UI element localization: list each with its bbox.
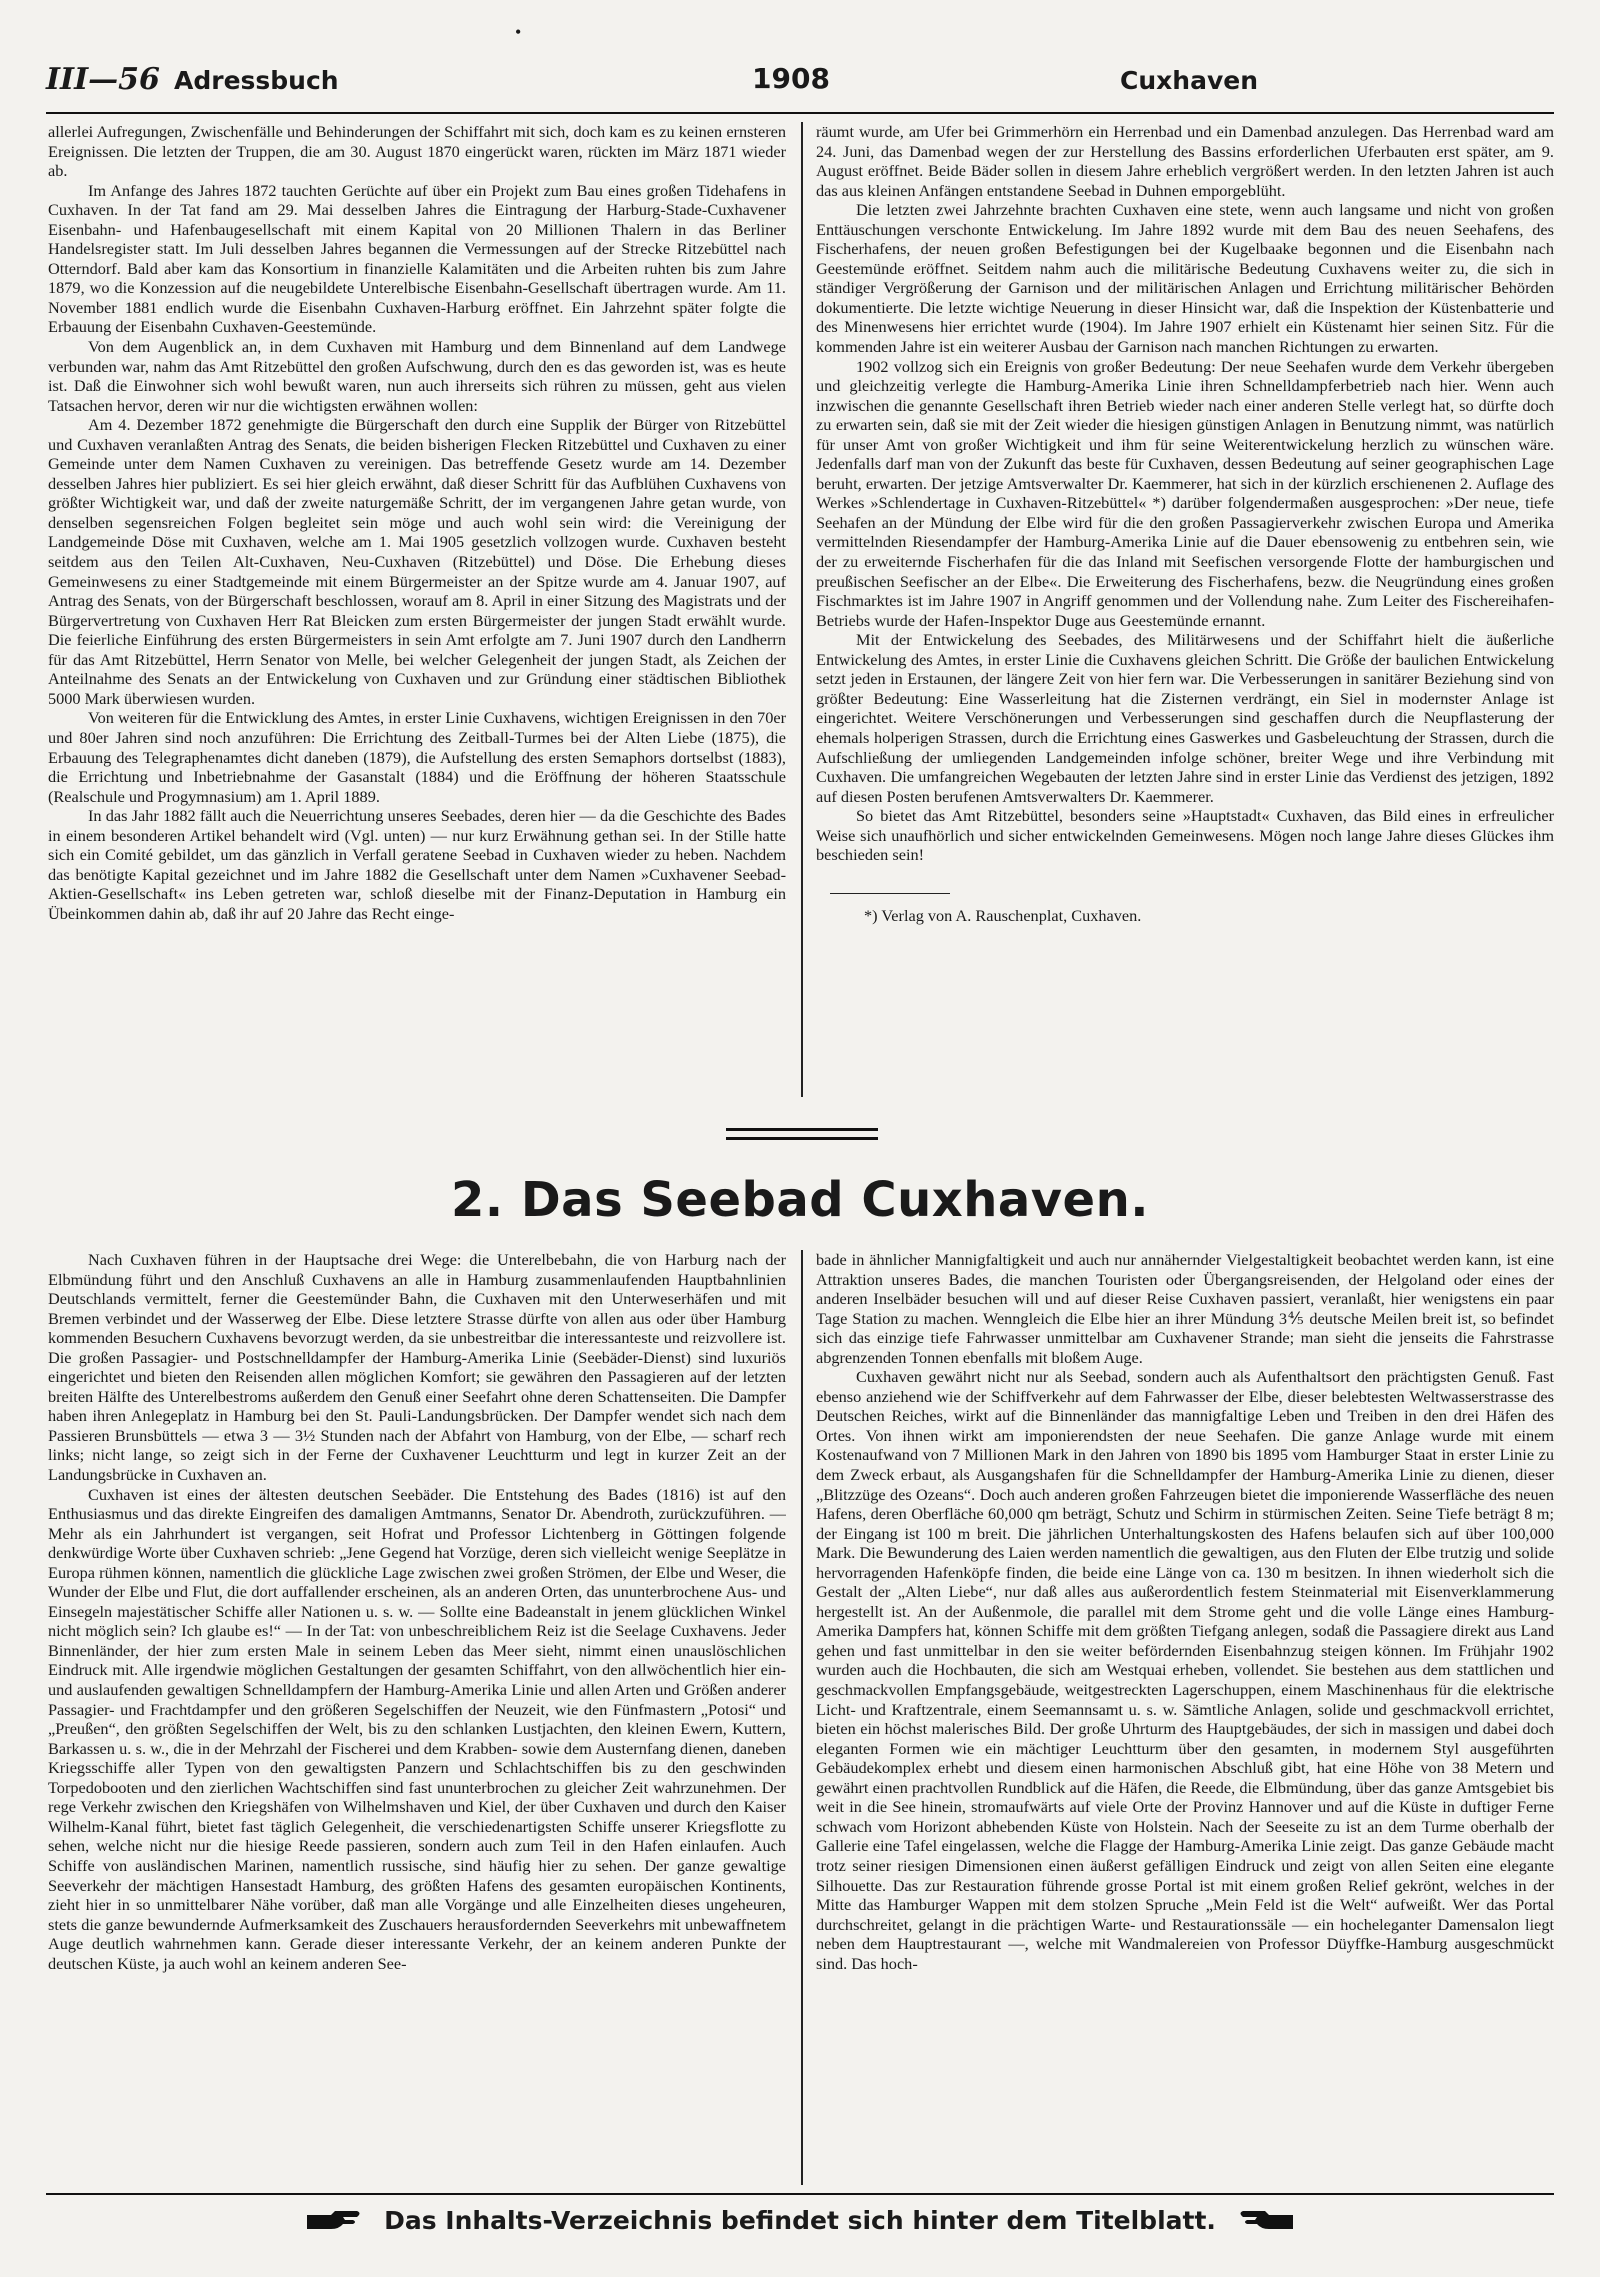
paragraph: Von dem Augenblick an, in dem Cuxhaven mit Hamburg und dem Binnenland auf dem Landwege verbunden war, nahm das Amt Ritzebüttel den großen Aufschwung, durch den es das geworden ist, was es heute ist. Daß die Einwohner sich wohl bewußt waren, nun auch ihrerseits sich rühren zu müssen, geht aus vielen Tatsachen hervor, deren wir nur die wichtigsten erwähnen wollen:: [48, 337, 786, 415]
section-separator: [726, 1137, 878, 1140]
paragraph: Die letzten zwei Jahrzehnte brachten Cuxhaven eine stete, wenn auch langsame und nicht von großen Enttäuschungen verschonte Entwickelung. Im Jahre 1892 wurde mit dem Bau des neuen Seehafens, des Fischerhafens, der neuen großen Befestigungen bei der Kugelbaake begonnen und die Eisenbahn nach Geestemünde eröffnet. Seitdem nahm auch die militärische Bedeutung Cuxhavens weiter zu, die sich in ständiger Vergrößerung der Garnison und der militärischen Anlagen und Errichtung militärischer Behörden dokumentierte. Die letzte wichtige Neuerung in dieser Hinsicht war, daß die Inspektion der Küstenbatterie und des Minenwesens hier errichtet wurde (1904). Im Jahre 1907 erhielt ein Küstenamt hier seinen Sitz. Für die kommenden Jahre ist ein weiterer Ausbau der Garnison nach manchen Richtungen zu erwarten.: [816, 200, 1554, 357]
footnote-rule: [830, 893, 950, 894]
seebad-article: [48, 1250, 1554, 2185]
footnote: *) Verlag von A. Rauschenplat, Cuxhaven.: [864, 905, 1142, 925]
paragraph: Mit der Entwickelung des Seebades, des Militärwesens und der Schiffahrt hielt die äußerliche Entwickelung des Amtes, in erster Linie die Cuxhavens gleichen Schritt. Die Größe der baulichen Entwickelung setzt jeden in Erstaunen, der längere Zeit von hier fern war. Die Verbesserungen in sanitärer Beziehung sind von größter Bedeutung: Eine Wasserleitung hat die Zisternen verdrängt, ein Siel in modernster Anlage ist eingerichtet. Weitere Verschönerungen und Verbesserungen sind geschaffen durch die Neupflasterung der ehemals holperigen Strassen, durch die Errichtung eines Gaswerkes und Gasbeleuchtung der Strassen, durch die Aufschließung der umliegenden Landgemeinden infolge schöner, breiter Wege und ihre Verbindung mit Cuxhaven. Die umfangreichen Wegebauten der letzten Jahre sind in erster Linie das Verdienst des jetzigen, 1892 auf diesen Posten berufenen Amtsverwalters Dr. Kaemmerer.: [816, 630, 1554, 806]
print-dot: •: [515, 22, 522, 42]
top-right-column: [816, 122, 1554, 1097]
column-divider: [801, 122, 803, 1097]
top-left-column: [48, 122, 786, 1097]
column-divider: [801, 1250, 803, 2185]
page-header: [46, 62, 1554, 114]
paragraph: 1902 vollzog sich ein Ereignis von großer Bedeutung: Der neue Seehafen wurde dem Verkehr übergeben und gleichzeitig verlegte die Hamburg-Amerika Linie ihren Schnelldampferbetrieb nach hier. Wenn auch inzwischen die genannte Gesellschaft ihren Betrieb wieder nach einer anderen Stelle verlegt hat, so dürfte doch zu erwarten sein, daß sie mit der Zeit wieder die hiesigen günstigen Anlagen in Benutzung nimmt, was natürlich für unser Amt von großer Wichtigkeit und ihm für seine Weiterentwickelung herzlich zu wünschen wäre. Jedenfalls darf man von der Zukunft das beste für Cuxhaven, dessen Bedeutung auf seiner geographischen Lage beruht, erwarten. Der jetzige Amtsverwalter Dr. Kaemmerer, hat sich in der kürzlich erschienenen 2. Auflage des Werkes »Schlendertage in Cuxhaven-Ritzebüttel« *) darüber folgendermaßen ausgesprochen: »Der neue, tiefe Seehafen an der Mündung der Elbe wird für die den großen Passagierverkehr zwischen Europa und Amerika vermittelnden Riesendampfer der Hamburg-Amerika Linie auf die Dauer ebensowenig zu entbehren sein, wie der zu erweiternde Fischerhafen für die das Inland mit Seefischen versorgende Flotte der hamburgischen und preußischen Seefischer an der Elbe«. Die Erweiterung des Fischerhafens, bezw. die Neugründung eines großen Fischmarktes ist im Jahre 1907 in Angriff genommen und der Vollendung nahe. Zum Leiter des Fischereihafen-Betriebs wurde der Hafen-Inspektor Duge aus Geestemünde ernannt.: [816, 356, 1554, 630]
header-book-title: Adressbuch: [174, 66, 339, 95]
paragraph: Cuxhaven ist eines der ältesten deutschen Seebäder. Die Entstehung des Bades (1816) ist auf den Enthusiasmus und das direkte Eingreifen des damaligen Amtmanns, Senator Dr. Abendroth, zurückzuführen. — Mehr als ein Jahrhundert ist vergangen, seit Hofrat und Professor Lichtenberg in Göttingen folgende denkwürdige Worte über Cuxhaven schrieb: „Jene Gegend hat Vorzüge, deren sich vielleicht wenige Seeplätze in Europa rühmen können, namentlich die glückliche Lage zwischen zwei großen Strömen, der Elbe und Weser, die Wunder der Elbe und Flut, die dort auffallender erscheinen, als an anderen Orten, das ununterbrochene Aus- und Einsegeln majestätischer Schiffe aller Nationen u. s. w. — Sollte eine Badeanstalt in jenem glücklichen Winkel nicht möglich sein? Ich glaube es!“ — In der Tat: von unbeschreiblichem Reiz ist die Seelage Cuxhavens. Jeder Binnenländer, der hier zum ersten Male in seinem Leben das Meer sieht, nimmt einen unauslöschlichen Eindruck mit. Alle irgendwie möglichen Gestaltungen der gesamten Schiffahrt, von den allwöchentlich hier ein- und auslaufenden gewaltigen Schnelldampfern der Hamburg-Amerika Linie und allen Arten und Größen anderer Passagier- und Frachtdampfer und den größeren Segelschiffen der Neuzeit, wie den Fünfmastern „Potosi“ und „Preußen“, den größten Segelschiffen der Welt, bis zu den schlanken Lustjachten, den kleinen Ewern, Kuttern, Barkassen u. s. w., die in der Mehrzahl der Fischerei und dem Krabben- sowie dem Austernfang dienen, daneben Kriegsschiffe aller Typen von den gewaltigsten Panzern und Schlachtschiffen bis zu den geschwinden Torpedobooten und den zierlichen Wachtschiffen sind fast ununterbrochen zu gleicher Zeit wahrzunehmen. Der rege Verkehr zwischen den Kriegshäfen von Wilhelmshaven und Kiel, der über Cuxhaven und durch den Kaiser Wilhelm-Kanal führt, bietet fast täglich Gelegenheit, die verschiedenartigsten Schiffe unserer Kriegsflotte zu sehen, welche nicht nur die hiesige Reede passieren, sondern auch zum Teil in den Hafen einlaufen. Auch Schiffe von ausländischen Marinen, namentlich russische, sind häufig hier zu sehen. Der ganze gewaltige Seeverkehr der mächtigen Hansestadt Hamburg, des größten Hafens des gesamten europäischen Kontinents, zieht hier in so unmittelbarer Nähe vorüber, daß man alle Vorgänge und alle Einzelheiten dieses ungeheuren, stets die ganze bewundernde Aufmerksamkeit des Zuschauers herausfordernden Seeverkehrs mit unbewaffnetem Auge deutlich wahrnehmen kann. Gerade dieser interessante Verkehr, der an keinem anderen Punkte der deutschen Küste, ja auch wohl an keinem anderen See-: [48, 1484, 786, 1973]
header-year: 1908: [752, 62, 830, 95]
paragraph: allerlei Aufregungen, Zwischenfälle und Behinderungen der Schiffahrt mit sich, doch kam es zu keinen ernsteren Ereignissen. Die letzten der Truppen, die am 30. August 1870 eingerückt waren, rückten im März 1871 wieder ab.: [48, 122, 786, 181]
paragraph: Von weiteren für die Entwicklung des Amtes, in erster Linie Cuxhavens, wichtigen Ereignissen in den 70er und 80er Jahren sind noch anzuführen: Die Errichtung des Zeitball-Turmes bei der Alten Liebe (1875), die Erbauung des Telegraphenamtes dicht daneben (1879), die Aufstellung des ersten Semaphors dortselbst (1883), die Errichtung und Inbetriebnahme der Gasanstalt (1884) und die Eröffnung der höheren Staatsschule (Realschule und Progymnasium) am 1. April 1889.: [48, 708, 786, 806]
footer-rule: [46, 2193, 1554, 2195]
pointing-hand-left-icon: [1237, 2208, 1295, 2237]
paragraph: räumt wurde, am Ufer bei Grimmerhörn ein Herrenbad und ein Damenbad anzulegen. Das Herrenbad ward am 24. Juni, das Damenbad wegen der zur Herstellung des Bassins erforderlichen Uferbauten erst später, am 9. August eröffnet. Beide Bäder sollen in diesem Jahre erheblich vergrößert werden. In den letzten Jahren ist auch das aus kleinen Anfängen entstandene Seebad in Duhnen emporgeblüht.: [816, 122, 1554, 200]
paragraph: In das Jahr 1882 fällt auch die Neuerrichtung unseres Seebades, deren hier — da die Geschichte des Bades in einem besonderen Artikel behandelt wird (Vgl. unten) — nur kurz Erwähnung gethan sei. In der Stille hatte sich ein Comité gebildet, um das gänzlich in Verfall geratene Seebad in Cuxhaven wieder zu heben. Nachdem das benötigte Kapital gezeichnet und im Jahre 1882 die Gesellschaft unter dem Namen »Cuxhavener Seebad-Aktien-Gesellschaft« ins Leben getreten war, schloß dieselbe mit der Finanz-Deputation in Hamburg ein Übeinkommen dahin ab, daß ihr auf 20 Jahre das Recht einge-: [48, 806, 786, 923]
paragraph: Im Anfange des Jahres 1872 tauchten Gerüchte auf über ein Projekt zum Bau eines großen Tidehafens in Cuxhaven. In der Tat fand am 29. Mai desselben Jahres die Eintragung der Harburg-Stade-Cuxhavener Eisenbahn- und Hafenbaugesellschaft mit einem Kapital von 20 Millionen Thalern in das Berliner Handelsregister statt. Im Juli desselben Jahres begannen die Vermessungen auf der Strecke Ritzebüttel nach Otterndorf. Bald aber kam das Konsortium in finanzielle Kalamitäten und die Arbeiten ruhten bis zum Jahre 1879, wo die Konzession auf die neugebildete Unterelbische Eisenbahn-Gesellschaft übertragen wurde. Am 11. November 1881 endlich wurde die Eisenbahn Cuxhaven-Harburg eröffnet. Ein Jahrzehnt später folgte die Erbauung der Eisenbahn Cuxhaven-Geestemünde.: [48, 180, 786, 337]
header-city: Cuxhaven: [1120, 66, 1258, 95]
paragraph: So bietet das Amt Ritzebüttel, besonders seine »Hauptstadt« Cuxhaven, das Bild eines in erfreulicher Weise sich unaufhörlich und sicher entwickelnden Gemeinwesens. Mögen noch lange Jahre dieses Glückes ihm beschieden sein!: [816, 806, 1554, 865]
paragraph: Nach Cuxhaven führen in der Hauptsache drei Wege: die Unterelbebahn, die von Harburg nach der Elbmündung führt und den Anschluß Cuxhavens an alle in Hamburg zusammenlaufenden Hauptbahnlinien Deutschlands vermittelt, ferner die Geestemünder Bahn, die Cuxhaven mit den Unterweserhäfen und mit Bremen verbindet und der Wasserweg der Elbe. Diese letztere Strasse dürfte von allen aus oder über Hamburg kommenden Besuchern Cuxhavens bevorzugt werden, da sie unbestreitbar die interessanteste und reizvollere ist. Die großen Passagier- und Postschnelldampfer der Hamburg-Amerika Linie (Seebäder-Dienst) sind luxuriös eingerichtet und bieten den Reisenden allen möglichen Komfort; sie gewähren den Passagieren auf der letzten breiten Hälfte des Unterelbestroms außerdem den Genuß einer Seefahrt ohne deren Schattenseiten. Die Dampfer haben ihren Anlegeplatz in Hamburg bei den St. Pauli-Landungsbrücken. Der Dampfer wendet sich nach dem Passieren Brunsbüttels — etwa 3 — 3½ Stunden nach der Abfahrt von Hamburg, von der Elbe, — scharf rech links; nicht lange, so zeigt sich in der Ferne der Cuxhavener Leuchtturm und legt in kurzer Zeit an der Landungsbrücke in Cuxhaven an.: [48, 1250, 786, 1485]
bottom-left-column: [48, 1250, 786, 2185]
top-article: [48, 122, 1554, 1097]
header-rule: [46, 112, 1554, 114]
footer-note: [0, 2206, 1600, 2237]
footer-note-text: Das Inhalts-Verzeichnis befindet sich hinter dem Titelblatt.: [384, 2206, 1216, 2235]
paragraph: Cuxhaven gewährt nicht nur als Seebad, sondern auch als Aufenthaltsort den prächtigsten Genuß. Fast ebenso anziehend wie der Schiffverkehr auf dem Fahrwasser der Elbe, dieser belebtesten Weltwasserstrasse des Deutschen Reiches, wirkt auf die Binnenländer das mannigfaltige Leben und Treiben in den drei Häfen des Ortes. Von ihnen wirkt am imponierendsten der neue Seehafen. Die ganze Anlage wurde mit einem Kostenaufwand von 7 Millionen Mark in den Jahren von 1890 bis 1895 vom Hamburger Staat in erster Linie zu dem Zweck erbaut, als Ausgangshafen für die Schnelldampfer der Hamburg-Amerika Linie zu dienen, dieser „Blitzzüge des Ozeans“. Doch auch anderen großen Fahrzeugen bietet die imponierende Wasserfläche des neuen Hafens, deren Oberfläche 60,000 qm beträgt, Schutz und Schirm in stürmischen Zeiten. Seine Tiefe beträgt 8 m; der Eingang ist 100 m breit. Die jährlichen Unterhaltungskosten des Hafens belaufen sich auf über 100,000 Mark. Die Bewunderung des Laien werden namentlich die gewaltigen, aus den Fluten der Elbe trutzig und solide hervorragenden Hafenköpfe finden, die beide eine Länge von ca. 130 m besitzen. In ihnen wiederholt sich die Gestalt der „Alten Liebe“, nur daß alles aus außerordentlich festem Steinmaterial mit Eisenverklammerung hergestellt ist. An der Außenmole, die parallel mit dem Strome geht und die volle Länge eines Hamburg-Amerika Dampfers hat, können Schiffe mit dem größten Tiefgang anlegen, sodaß die Passagiere direkt aus Land gehen und fast unmittelbar in den sie weiter befördernden Eisenbahnzug steigen können. Im Frühjahr 1902 wurden auch die Hochbauten, die sich am Westquai erheben, vollendet. Sie bestehen aus dem stattlichen und geschmackvollen Empfangsgebäude, weitgestreckten Lagerschuppen, einem Maschinenhaus für die elektrische Licht- und Kraftzentrale, einem Seemannsamt u. s. w. Sämtliche Anlagen, solide und geschmackvoll errichtet, bieten ein höchst malerisches Bild. Der große Uhrturm des Hauptgebäudes, der sich in massigen und dabei doch eleganten Formen wie ein mächtiger Leuchtturm über den gesamten, in modernem Styl ausgeführten Gebäudekomplex erhebt und diesem einen harmonischen Abschluß gibt, hat eine Höhe von 38 Metern und gewährt einen prachtvollen Rundblick auf die Häfen, die Reede, die Elbmündung, über das ganze Amtsgebiet bis weit in die See hinein, stromaufwärts auf viele Orte der Provinz Hannover und auf die Küste in duftiger Ferne schwach vom Horizont abhebenden Küste von Holstein. Nach der Seeseite zu ist an dem Turme oberhalb der Gallerie eine Tafel eingelassen, welche die Flagge der Hamburg-Amerika Linie zeigt. Das ganze Gebäude macht trotz seiner riesigen Dimensionen einen äußerst gefälligen Eindruck und zeigt von allen Seiten eine elegante Silhouette. Das zur Restauration führende grosse Portal ist mit einem großen Relief gekrönt, welches in der Mitte das Hamburger Wappen mit dem stolzen Spruche „Mein Feld ist die Welt“ aufweißt. Wer das Portal durchschreitet, gelangt in die prächtigen Warte- und Restaurationssäle — ein hocheleganter Damensalon liegt neben dem Hauptrestaurant —, welche mit Wandmalereien von Professor Düyffke-Hamburg ausgeschmückt sind. Das hoch-: [816, 1367, 1554, 1973]
paragraph: Am 4. Dezember 1872 genehmigte die Bürgerschaft den durch eine Supplik der Bürger von Ritzebüttel und Cuxhaven veranlaßten Antrag des Senats, die beiden bisherigen Flecken Ritzebüttel und Cuxhaven zu einer Gemeinde unter dem Namen Cuxhaven zu vereinigen. Das betreffende Gesetz wurde am 14. Dezember desselben Jahres hier publiziert. Es sei hier gleich erwähnt, daß dieser Schritt für das Aufblühen Cuxhavens von größter Wichtigkeit war, und daß der zweite naturgemäße Schritt, der im vergangenen Jahre getan wurde, von denselben segensreichen Folgen begleitet sein möge und auch wohl sein wird: die Vereinigung der Landgemeinde Döse mit Cuxhaven, welche am 1. Mai 1905 gesetzlich vollzogen wurde. Cuxhaven besteht seitdem aus den Teilen Alt-Cuxhaven, Neu-Cuxhaven (Ritzebüttel) und Döse. Die Erhebung dieses Gemeinwesens zu einer Stadtgemeinde mit einem Bürgermeister an der Spitze wurde am 4. Januar 1907, auf Antrag des Senats, von der Bürgerschaft beschlossen, worauf am 8. April in einer Sitzung des Magistrats und der Bürgervertretung von Cuxhaven Herr Rat Bleicken zum ersten Bürgermeister der jungen Stadt erwählt wurde. Die feierliche Einführung des ersten Bürgermeisters in sein Amt erfolgte am 7. Juni 1907 durch den Landherrn für das Amt Ritzebüttel, Herrn Senator von Melle, bei welcher Gelegenheit der jungen Stadt, als Zeichen der Anteilnahme des Senats an der Entwickelung von Cuxhaven und zur Gründung einer städtischen Bibliothek 5000 Mark überwiesen wurden.: [48, 415, 786, 708]
page-number: III—56: [46, 62, 160, 97]
section-title: 2. Das Seebad Cuxhaven.: [450, 1172, 1150, 1228]
bottom-right-column: [816, 1250, 1554, 2185]
pointing-hand-right-icon: [305, 2208, 363, 2237]
section-separator: [726, 1128, 878, 1131]
paragraph: bade in ähnlicher Mannigfaltigkeit und auch nur annähernder Vielgestaltigkeit beobachtet werden kann, ist eine Attraktion unseres Bades, die manchen Touristen oder Übergangsreisenden, der Helgoland oder eines der anderen Inselbäder besuchen will und auf dieser Reise Cuxhaven passiert, veranlaßt, hier wenigstens ein paar Tage Station zu machen. Wenngleich die Elbe hier an ihrer Mündung 3⅘ deutsche Meilen breit ist, so befindet sich das einzige tiefe Fahrwasser unmittelbar am Cuxhavener Strande; man sieht die jenseits die Fahrstrasse abgrenzenden Tonnen ebenfalls mit bloßem Auge.: [816, 1250, 1554, 1367]
